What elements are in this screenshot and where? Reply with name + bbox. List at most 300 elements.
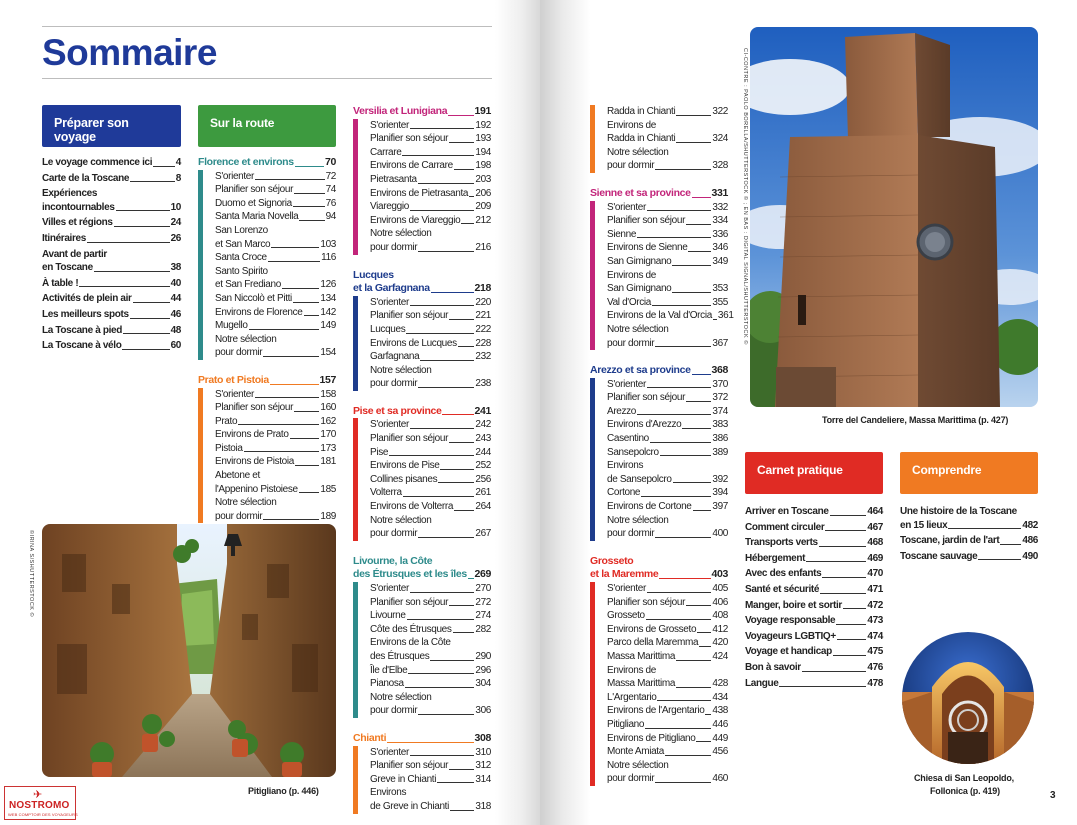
toc-entry xyxy=(590,568,728,582)
toc-entry xyxy=(42,172,181,186)
toc-leader xyxy=(403,496,475,497)
toc-leader xyxy=(660,455,712,456)
toc-entry-page: 74 xyxy=(325,184,336,196)
toc-entry-page: 449 xyxy=(712,732,728,744)
toc-leader xyxy=(825,530,866,531)
toc-entry-page: 241 xyxy=(474,404,491,417)
chiesa-caption-2: Follonica (p. 419) xyxy=(930,786,1000,796)
toc-entry xyxy=(607,745,728,759)
toc-entry xyxy=(607,146,728,160)
toc-leader xyxy=(407,619,475,620)
toc-entry xyxy=(607,378,728,392)
toc-leader xyxy=(688,251,711,252)
toc-entry-page: 149 xyxy=(320,320,336,332)
toc-section-items xyxy=(353,746,491,814)
toc-entry-title: Environs xyxy=(607,460,644,472)
toc-entry-title: Environs de Pise xyxy=(370,460,440,472)
toc-leader xyxy=(843,608,866,609)
toc-leader xyxy=(819,546,867,547)
toc-entry-page: 269 xyxy=(474,568,491,581)
toc-entry xyxy=(745,614,883,628)
toc-entry xyxy=(42,216,181,230)
toc-entry-page: 310 xyxy=(475,746,491,758)
toc-entry xyxy=(607,473,728,487)
toc-entry-page: 46 xyxy=(170,308,181,320)
toc-entry-page: 216 xyxy=(475,241,491,253)
toc-entry-page: 228 xyxy=(475,337,491,349)
toc-leader xyxy=(268,261,320,262)
toc-entry-title: San Lorenzo xyxy=(215,224,268,236)
toc-leader xyxy=(299,492,320,493)
toc-entry-page: 400 xyxy=(712,528,728,540)
toc-entry-page: 355 xyxy=(712,296,728,308)
toc-entry-page: 424 xyxy=(712,650,728,662)
toc-leader xyxy=(686,605,711,606)
toc-entry-title: Abetone et xyxy=(215,470,260,482)
toc-entry xyxy=(745,583,883,597)
toc-leader xyxy=(836,624,866,625)
toc-entry-title: Greve in Chianti xyxy=(370,773,437,785)
toc-entry xyxy=(370,623,491,637)
toc-leader xyxy=(410,210,474,211)
toc-leader xyxy=(448,115,473,116)
toc-entry xyxy=(370,500,491,514)
toc-leader xyxy=(833,655,866,656)
toc-leader xyxy=(293,302,319,303)
toc-leader xyxy=(271,247,319,248)
credit-right: CI-CONTRE : PAOLO BORELLA/SHUTTERSTOCK © ; EN BAS : DIGITAL SIGNAL/SHUTTERSTOCK © xyxy=(742,48,748,345)
credit-left: ©IRINA S/SHUTTERSTOCK © xyxy=(28,530,34,618)
toc-entry xyxy=(370,159,491,173)
toc-entry xyxy=(607,418,728,432)
toc-entry-page: 467 xyxy=(867,521,883,533)
toc-entry-title: Environs de Pitigliano xyxy=(607,732,696,744)
toc-entry-page: 24 xyxy=(170,217,181,229)
toc-entry-page: 476 xyxy=(867,661,883,673)
toc-section-items xyxy=(353,119,491,255)
toc-entry-title: Notre sélection xyxy=(607,514,669,526)
toc-entry-title: Pise et sa province xyxy=(353,404,442,417)
toc-entry-page: 473 xyxy=(867,615,883,627)
toc-entry-page: 134 xyxy=(320,292,336,304)
toc-entry-title: Notre sélection xyxy=(370,691,432,703)
toc-entry-title: Bon à savoir xyxy=(745,661,801,673)
toc-entry-title: pour dormir xyxy=(607,337,655,349)
toc-entry-page: 209 xyxy=(475,201,491,213)
toc-entry xyxy=(607,677,728,691)
toc-entry-title: Notre sélection xyxy=(370,364,432,376)
toc-entry-title: La Toscane à pied xyxy=(42,324,123,336)
toc-entry xyxy=(607,500,728,514)
toc-entry xyxy=(42,324,181,338)
toc-leader xyxy=(430,660,474,661)
toc-entry xyxy=(42,292,181,306)
toc-entry-page: 274 xyxy=(475,610,491,622)
toc-entry xyxy=(607,337,728,351)
toc-entry xyxy=(745,599,883,613)
toc-entry-page: 162 xyxy=(320,415,336,427)
toc-entry-title: Florence et environs xyxy=(198,156,294,168)
toc-entry xyxy=(370,214,491,228)
toc-entry-title: Environs de Viareggio xyxy=(370,214,461,226)
toc-leader xyxy=(802,671,867,672)
toc-entry xyxy=(900,550,1038,564)
toc-leader xyxy=(94,271,170,272)
toc-entry-title: Hébergement xyxy=(745,552,806,564)
toc-section-items xyxy=(353,296,491,391)
toc-entry-title: Les meilleurs spots xyxy=(42,308,129,320)
toc-leader xyxy=(779,686,866,687)
toc-leader xyxy=(647,592,711,593)
toc-entry xyxy=(607,691,728,705)
toc-leader xyxy=(469,196,474,197)
toc-entry xyxy=(370,473,491,487)
toc-entry-title: Cortone xyxy=(607,487,641,499)
toc-entry xyxy=(370,364,491,378)
toc-entry-page: 349 xyxy=(712,255,728,267)
toc-entry xyxy=(607,255,728,269)
toc-entry-page: 222 xyxy=(475,323,491,335)
toc-entry-page: 160 xyxy=(320,402,336,414)
toc-leader xyxy=(655,346,711,347)
toc-entry-title: L'Argentario xyxy=(607,691,657,703)
toc-entry xyxy=(745,661,883,675)
toc-entry xyxy=(370,800,491,814)
toc-entry-page: 383 xyxy=(712,419,728,431)
toc-entry xyxy=(215,455,336,469)
toc-leader xyxy=(410,592,474,593)
toc-entry-title: Notre sélection xyxy=(607,759,669,771)
toc-entry-page: 26 xyxy=(170,232,181,244)
toc-entry xyxy=(215,197,336,211)
toc-entry xyxy=(370,582,491,596)
toc-entry-page: 460 xyxy=(712,773,728,785)
toc-leader xyxy=(454,510,474,511)
toc-leader xyxy=(282,288,319,289)
toc-entry xyxy=(607,323,728,337)
toc-entry-title: Notre sélection xyxy=(215,333,277,345)
toc-entry-title: pour dormir xyxy=(607,528,655,540)
toc-entry-title: Garfagnana xyxy=(370,351,420,363)
toc-entry-title: Environs de l'Argentario xyxy=(607,705,705,717)
toc-entry-title: Pitigliano xyxy=(607,718,645,730)
toc-entry-page: 367 xyxy=(712,337,728,349)
toc-entry-page: 304 xyxy=(475,678,491,690)
toc-entry-page: 397 xyxy=(712,501,728,513)
preparer-box: Préparer son voyage xyxy=(42,105,181,147)
toc-entry xyxy=(370,691,491,705)
toc-entry-page: 405 xyxy=(712,583,728,594)
toc-leader xyxy=(468,578,474,579)
toc-entry-title: et la Garfagnana xyxy=(353,282,430,295)
toc-entry xyxy=(370,296,491,310)
toc-entry-title: pour dormir xyxy=(370,528,418,540)
toc-entry xyxy=(745,630,883,644)
toc-entry-page: 198 xyxy=(475,160,491,172)
toc-entry-title: Notre sélection xyxy=(607,323,669,335)
toc-leader xyxy=(263,356,319,357)
toc-leader xyxy=(440,469,474,470)
toc-entry xyxy=(370,514,491,528)
toc-entry-title: S'orienter xyxy=(370,419,409,431)
toc-entry xyxy=(42,232,181,246)
toc-leader xyxy=(676,660,711,661)
toc-entry-title: Environs de la Côte xyxy=(370,637,451,649)
toc-section-items xyxy=(353,582,491,718)
toc-entry-page: 324 xyxy=(712,133,728,145)
toc-entry xyxy=(607,704,728,718)
toc-entry-title: Radda in Chianti xyxy=(607,106,676,117)
toc-leader xyxy=(410,428,474,429)
toc-section-heading xyxy=(353,269,491,296)
toc-entry xyxy=(215,224,336,238)
toc-entry-page: 8 xyxy=(175,172,181,184)
toc-entry-page: 170 xyxy=(320,429,336,441)
toc-leader xyxy=(645,728,711,729)
top-rule xyxy=(42,26,492,27)
toc-entry-page: 282 xyxy=(475,623,491,635)
toc-entry xyxy=(607,514,728,528)
comprendre-box: Comprendre xyxy=(900,452,1038,494)
toc-leader xyxy=(410,755,474,756)
toc-entry-title: Planifier son séjour xyxy=(215,402,294,414)
toc-entry-title: S'orienter xyxy=(370,746,409,758)
toc-leader xyxy=(418,251,474,252)
toc-entry xyxy=(42,201,181,215)
toc-leader xyxy=(676,142,711,143)
toc-leader xyxy=(655,169,711,170)
toc-leader xyxy=(647,210,711,211)
toc-leader xyxy=(449,319,474,320)
toc-entry xyxy=(353,568,491,582)
toc-entry xyxy=(607,228,728,242)
toc-leader xyxy=(686,224,711,225)
toc-entry-page: 44 xyxy=(170,293,181,305)
toc-entry-page: 394 xyxy=(712,487,728,499)
toc-leader xyxy=(410,305,474,306)
toc-entry-page: 482 xyxy=(1022,519,1038,531)
toc-leader xyxy=(79,286,169,287)
toc-entry-title: Sienne et sa province xyxy=(590,186,691,199)
toc-entry xyxy=(607,105,728,119)
toc-entry-page: 261 xyxy=(475,487,491,499)
toc-leader xyxy=(130,318,170,319)
toc-entry-title: Pianosa xyxy=(370,678,404,690)
toc-entry-title: en Toscane xyxy=(42,262,93,274)
toc-leader xyxy=(830,515,867,516)
toc-leader xyxy=(647,387,711,388)
toc-entry-page: 290 xyxy=(475,650,491,662)
toc-entry-title: Grosseto xyxy=(607,610,645,622)
toc-entry xyxy=(370,173,491,187)
toc-entry-title: Arriver en Toscane xyxy=(745,506,829,517)
toc-leader xyxy=(153,166,175,167)
toc-leader xyxy=(418,387,474,388)
toc-entry-title: Île d'Elbe xyxy=(370,664,408,676)
toc-entry-page: 434 xyxy=(712,691,728,703)
toc-leader xyxy=(655,537,711,538)
toc-entry xyxy=(370,636,491,650)
toc-entry-page: 372 xyxy=(712,392,728,404)
toc-entry-title: San Gimignano xyxy=(607,255,672,267)
globe-icon: ✈ xyxy=(33,789,43,801)
toc-leader xyxy=(673,482,712,483)
toc-leader xyxy=(978,559,1021,560)
toc-entry xyxy=(370,309,491,323)
toc-entry-title: Côte des Étrusques xyxy=(370,623,452,635)
toc-entry-title: Carrare xyxy=(370,146,402,158)
toc-entry xyxy=(607,201,728,215)
toc-entry xyxy=(745,677,883,691)
toc-entry-page: 116 xyxy=(321,252,336,264)
toc-entry-page: 312 xyxy=(475,760,491,772)
toc-entry-page: 220 xyxy=(475,296,491,308)
toc-entry-title: Environs xyxy=(370,787,407,799)
toc-entry xyxy=(215,170,336,184)
toc-entry-title: Parco della Maremma xyxy=(607,637,699,649)
toc-section-heading xyxy=(353,105,491,119)
toc-entry-page: 185 xyxy=(320,483,336,495)
toc-leader xyxy=(238,424,319,425)
toc-leader xyxy=(87,242,170,243)
toc-section-heading-line: Livourne, la Côte xyxy=(353,554,433,567)
toc-leader xyxy=(806,561,866,562)
toc-entry-title: en 15 lieux xyxy=(900,519,948,531)
toc-entry-title: Toscane, jardin de l'art xyxy=(900,535,1000,547)
toc-entry xyxy=(370,527,491,541)
toc-entry-title: Notre sélection xyxy=(370,228,432,240)
toc-entry-title: Sansepolcro xyxy=(607,446,659,458)
pitigliano-photo xyxy=(42,524,336,777)
toc-leader xyxy=(389,455,474,456)
toc-entry-title: Avec des enfants xyxy=(745,568,822,580)
toc-entry-page: 40 xyxy=(170,277,181,289)
toc-entry-page: 206 xyxy=(475,187,491,199)
toc-leader xyxy=(692,374,711,375)
toc-entry-page: 331 xyxy=(711,186,728,199)
toc-entry xyxy=(353,105,491,119)
toc-entry xyxy=(745,645,883,659)
toc-leader xyxy=(130,181,175,182)
toc-entry xyxy=(607,664,728,678)
toc-entry-title: Environs de Sienne xyxy=(607,242,688,254)
toc-leader xyxy=(637,414,711,415)
toc-entry-title: S'orienter xyxy=(607,201,646,213)
toc-entry xyxy=(607,119,728,133)
toc-entry xyxy=(370,132,491,146)
toc-entry xyxy=(215,265,336,279)
toc-entry-page: 264 xyxy=(475,501,491,513)
toc-leader xyxy=(295,465,319,466)
toc-leader xyxy=(450,810,474,811)
toc-entry xyxy=(607,405,728,419)
toc-entry-page: 48 xyxy=(170,324,181,336)
toc-entry-title: Villes et régions xyxy=(42,217,113,229)
toc-entry xyxy=(607,132,728,146)
toc-leader xyxy=(122,349,169,350)
toc-entry-title: Voyage responsable xyxy=(745,615,836,627)
toc-entry xyxy=(42,156,181,170)
title-rule xyxy=(42,78,492,79)
toc-leader xyxy=(458,346,475,347)
toc-entry-title: Environs de Pistoia xyxy=(215,456,294,468)
toc-entry xyxy=(353,282,491,296)
toc-entry-page: 490 xyxy=(1022,550,1038,562)
toc-entry xyxy=(215,496,336,510)
toc-entry-title: Environs de Carrare xyxy=(370,160,453,172)
toc-entry xyxy=(607,159,728,173)
toc-entry-page: 486 xyxy=(1022,535,1038,547)
toc-entry-page: 428 xyxy=(712,678,728,690)
toc-entry-page: 438 xyxy=(712,705,728,717)
toc-leader xyxy=(699,646,711,647)
toc-entry-title: Notre sélection xyxy=(607,146,669,158)
toc-entry xyxy=(42,187,181,201)
toc-entry xyxy=(370,337,491,351)
toc-leader xyxy=(672,265,711,266)
toc-entry xyxy=(215,238,336,252)
toc-entry-page: 474 xyxy=(867,630,883,642)
toc-entry-title: pour dormir xyxy=(607,160,655,172)
gutter-shadow-left xyxy=(495,0,540,825)
toc-entry-page: 336 xyxy=(712,228,728,240)
toc-entry-title: Viareggio xyxy=(370,201,409,213)
toc-entry xyxy=(607,446,728,460)
toc-entry xyxy=(607,391,728,405)
toc-section-heading xyxy=(590,187,728,201)
toc-entry-page: 478 xyxy=(867,677,883,689)
toc-section-items xyxy=(590,582,728,786)
toc-entry-title: S'orienter xyxy=(607,378,646,390)
toc-entry xyxy=(370,704,491,718)
toc-section-heading xyxy=(198,156,336,170)
toc-entry-title: Prato xyxy=(215,415,238,427)
toc-entry-title: Avant de partir xyxy=(42,248,107,260)
toc-entry xyxy=(215,401,336,415)
toc-entry-page: 72 xyxy=(325,170,336,182)
toc-entry xyxy=(607,309,734,323)
toc-leader xyxy=(293,206,325,207)
toc-entry-page: 475 xyxy=(867,646,883,658)
toc-entry xyxy=(607,296,728,310)
logo-name: NOSTROMO xyxy=(9,800,70,811)
toc-entry-page: 173 xyxy=(320,442,336,454)
toc-entry-page: 334 xyxy=(712,215,728,227)
toc-section-items xyxy=(590,201,734,351)
toc-leader xyxy=(249,329,320,330)
toc-leader xyxy=(822,577,866,578)
toc-preparer xyxy=(42,156,181,355)
toc-comprendre xyxy=(900,505,1038,565)
toc-entry-page: 456 xyxy=(712,746,728,758)
toc-entry-title: des Étrusques xyxy=(370,650,430,662)
toc-entry-page: 191 xyxy=(474,105,491,117)
toc-entry-page: 420 xyxy=(712,637,728,649)
toc-entry-page: 194 xyxy=(475,146,491,158)
toc-entry xyxy=(215,306,336,320)
toc-entry-title: S'orienter xyxy=(370,119,409,131)
toc-entry-title: Environs de Lucques xyxy=(370,337,457,349)
toc-entry-page: 221 xyxy=(475,310,491,322)
toc-entry-title: Notre sélection xyxy=(370,514,432,526)
toc-section-items xyxy=(353,418,491,540)
toc-entry-title: Environs de xyxy=(607,664,656,676)
toc-entry xyxy=(607,527,728,541)
toc-leader xyxy=(449,769,474,770)
toc-entry xyxy=(370,227,491,241)
toc-leader xyxy=(255,397,319,398)
toc-entry xyxy=(370,323,491,337)
